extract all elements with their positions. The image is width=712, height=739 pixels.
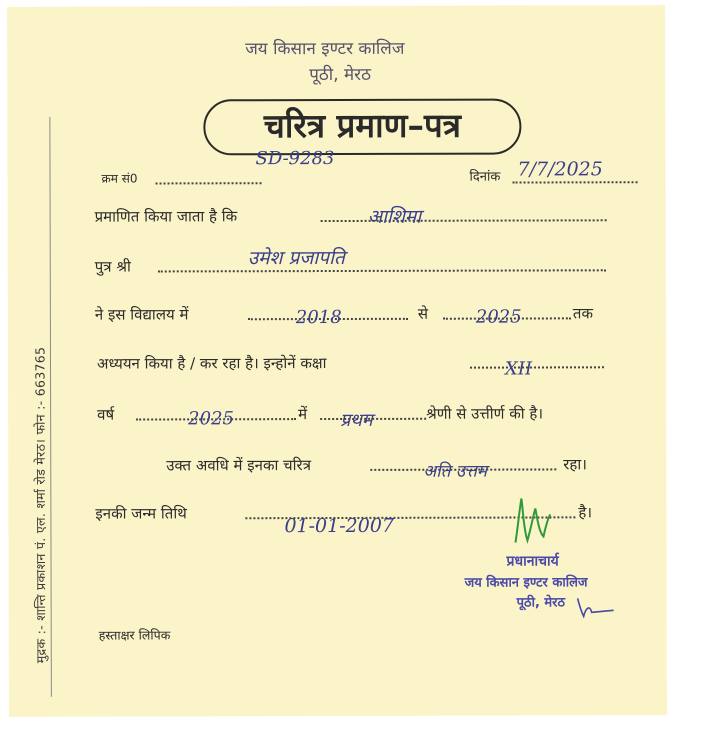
to-year: 2025	[475, 306, 522, 328]
to-label: तक	[572, 304, 593, 323]
date-value: 7/7/2025	[517, 158, 603, 181]
serial-label: क्रम सं0	[101, 171, 138, 186]
date-label: दिनांक	[469, 169, 501, 185]
school-label: ने इस विद्यालय में	[94, 305, 189, 324]
stamp-place: पूठी, मेरठ	[516, 595, 566, 611]
character-value: अति उत्तम	[423, 461, 488, 482]
remained-label: रहा।	[563, 455, 587, 474]
character-label: उक्त अवधि में इनका चरित्र	[166, 456, 311, 475]
stamp-school: जय किसान इण्टर कालिज	[464, 575, 588, 591]
serial-value: SD-9283	[255, 148, 335, 170]
title-frame	[203, 99, 521, 156]
printer-info: मुद्रक :- शान्ति प्रकाशन पं. एल. शर्मा रोड मेरठ। फोन :- 663765	[32, 346, 49, 664]
from-year: 2018	[295, 306, 342, 329]
dob-value: 01-01-2007	[284, 514, 395, 538]
stamp-initial	[574, 590, 619, 620]
certificate-paper	[7, 5, 667, 717]
stamp-title: प्रधानाचार्य	[506, 553, 559, 570]
from-label: से	[417, 304, 429, 323]
clerk-signature-label: हस्ताक्षर लिपिक	[98, 627, 171, 643]
school-name: जय किसान इण्टर कालिज	[245, 38, 405, 60]
school-location: पूठी, मेरठ	[309, 64, 372, 86]
dob-end-label: है।	[578, 503, 593, 522]
certify-label: प्रमाणित किया जाता है कि	[94, 207, 238, 226]
class-value: XII	[504, 358, 533, 380]
study-label: अध्ययन किया है / कर रहा है। इन्होनें कक्षा	[96, 354, 327, 373]
serial-dots	[156, 182, 262, 184]
name-dots	[321, 219, 607, 222]
student-name: आशिमा	[367, 205, 422, 228]
year-value: 2025	[188, 408, 234, 430]
class-dots	[470, 366, 604, 368]
father-dots	[158, 269, 606, 272]
year-label: वर्ष	[97, 405, 115, 424]
date-dots	[513, 181, 638, 183]
in-label: में	[298, 405, 308, 424]
document-title: चरित्र प्रमाण–पत्र	[263, 105, 461, 146]
pass-label: श्रेणी से उत्तीर्ण की है।	[426, 404, 544, 423]
dob-label: इनकी जन्म तिथि	[95, 504, 187, 523]
father-name: उमेश प्रजापति	[247, 246, 345, 270]
division-value: प्रथम	[340, 409, 373, 431]
principal-signature	[503, 490, 563, 550]
margin-line	[49, 117, 52, 697]
father-label: पुत्र श्री	[94, 257, 131, 276]
